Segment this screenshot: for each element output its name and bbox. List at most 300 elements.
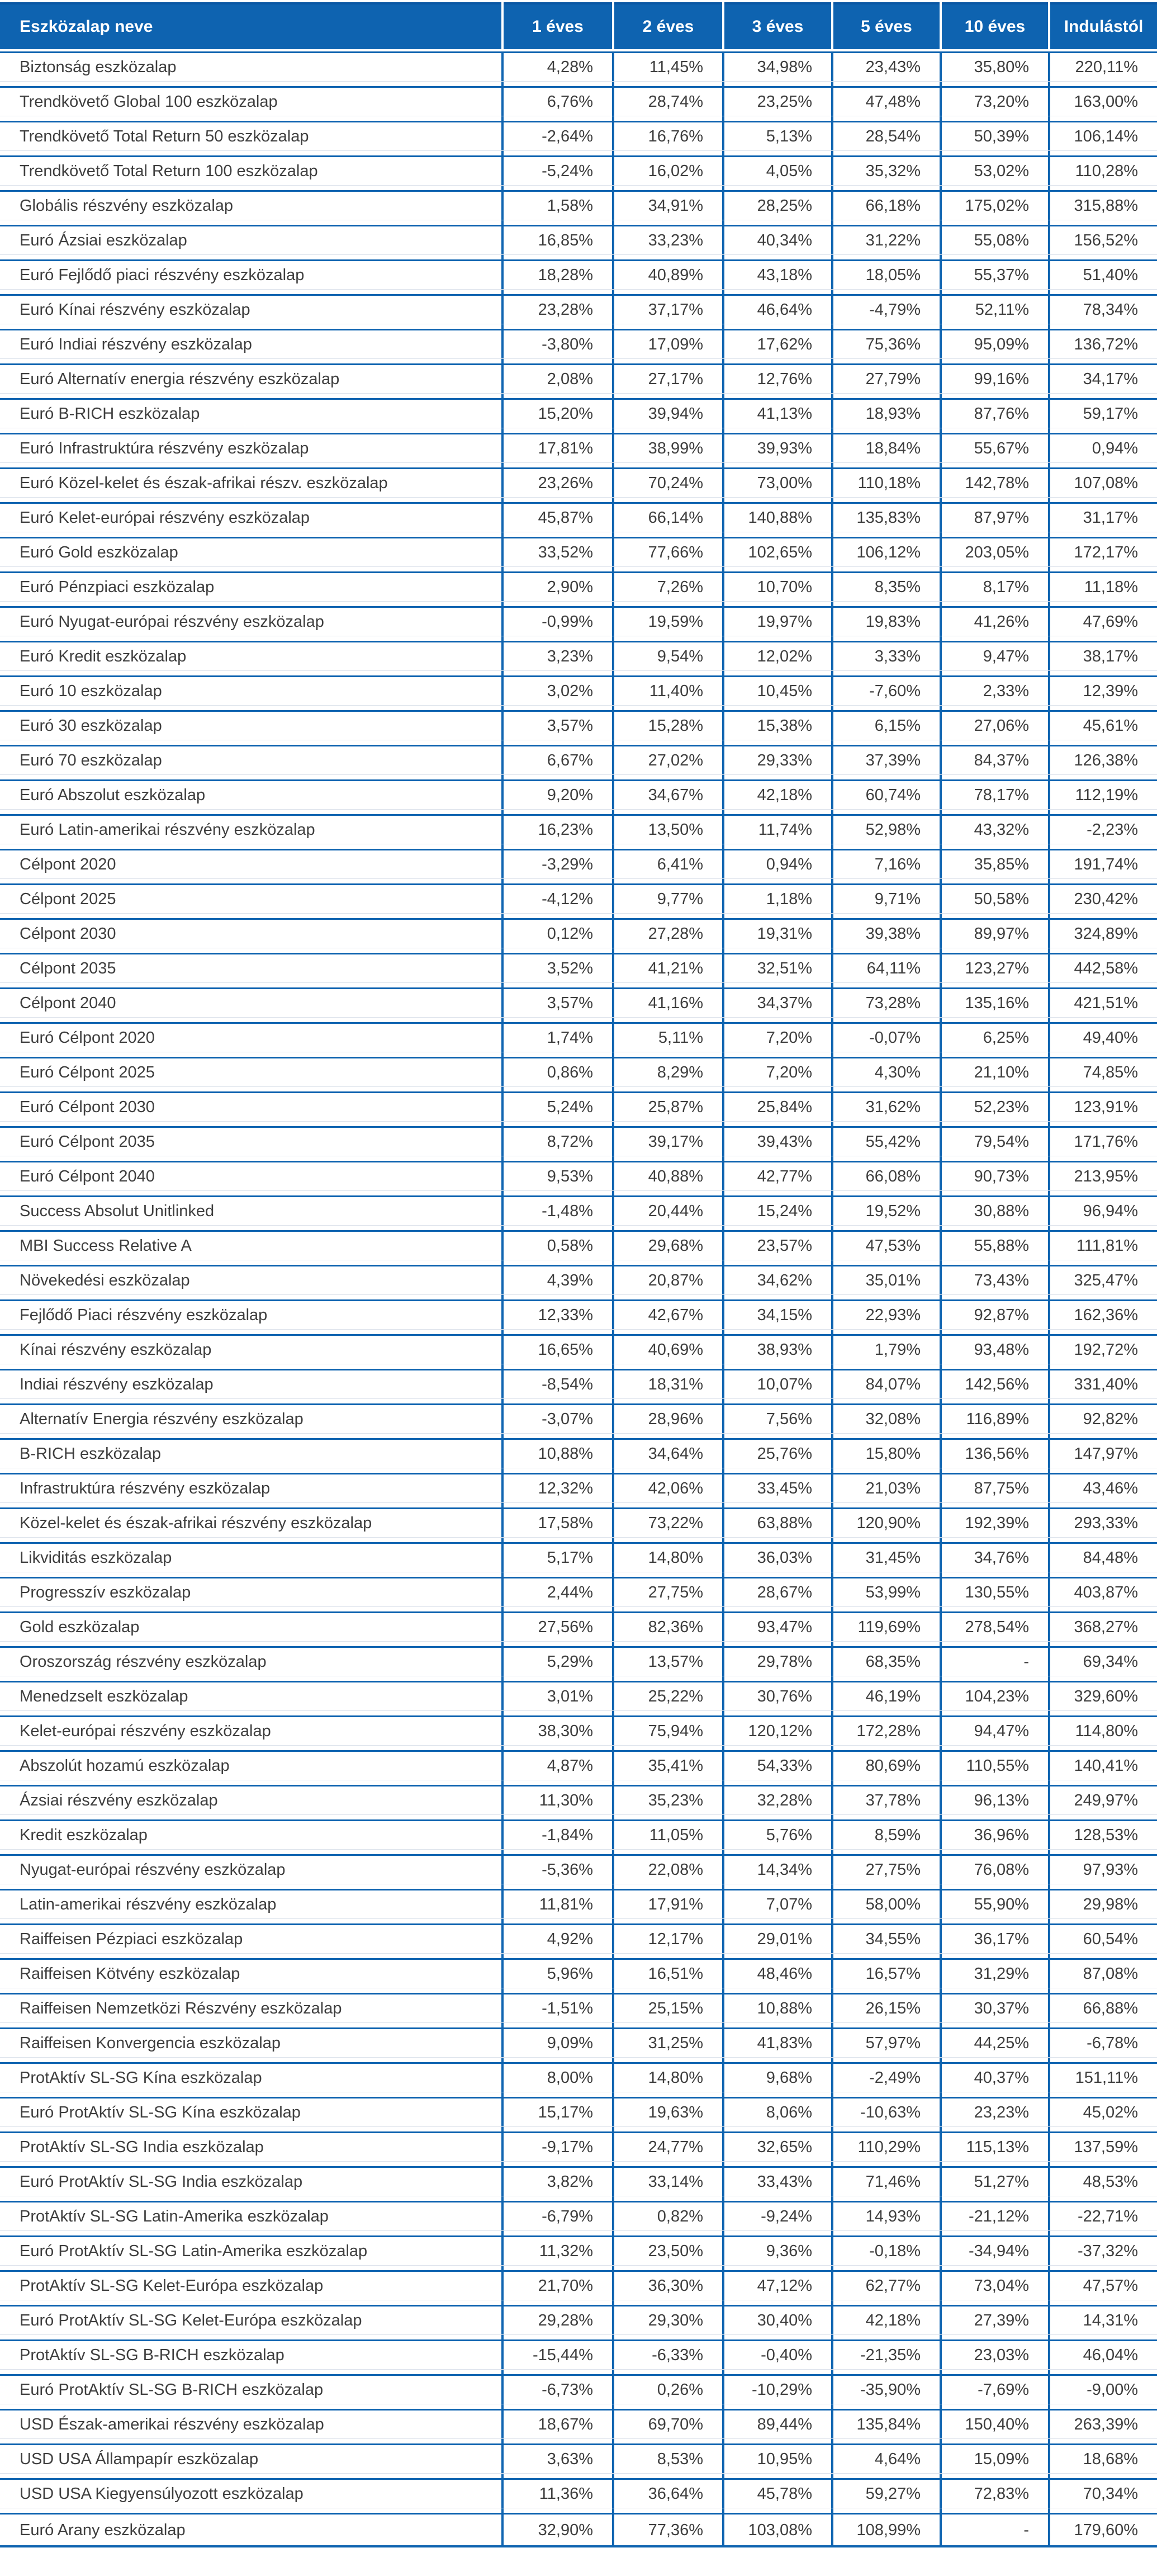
return-value-cell-1y: 4,92%	[547, 1930, 593, 1948]
return-value-cell-10y: 278,54%	[965, 1618, 1029, 1636]
return-value-cell-5y: 37,39%	[865, 751, 921, 769]
return-value-cell-2y: 77,36%	[648, 2521, 703, 2539]
table-row	[0, 2097, 1157, 2127]
return-value-cell-inception: 70,34%	[1083, 2485, 1138, 2503]
return-value-cell-1y: 4,87%	[547, 1757, 593, 1775]
return-value-cell-2y: 11,45%	[649, 58, 703, 76]
return-value-cell-3y: 7,56%	[766, 1410, 812, 1428]
return-value-cell-1y: 12,33%	[538, 1306, 593, 1324]
return-value-cell-inception: 51,40%	[1083, 266, 1138, 284]
return-value-cell-inception: 368,27%	[1074, 1618, 1138, 1636]
return-value-cell-3y: 25,76%	[757, 1445, 812, 1463]
return-value-cell-1y: 3,52%	[547, 959, 593, 977]
table-row	[0, 2374, 1157, 2404]
return-value-cell-3y: 33,45%	[757, 1480, 812, 1497]
return-value-cell-10y: 130,55%	[965, 1584, 1029, 1601]
return-value-cell-10y: 115,13%	[966, 2138, 1029, 2156]
return-value-cell-2y: 27,02%	[648, 751, 703, 769]
return-value-cell-3y: 33,43%	[757, 2173, 812, 2191]
return-value-cell-5y: -35,90%	[860, 2381, 921, 2399]
return-value-cell-1y: 2,08%	[547, 370, 593, 388]
return-value-cell-3y: 12,02%	[757, 647, 812, 665]
table-row	[0, 2235, 1157, 2266]
return-value-cell-10y: 79,54%	[974, 1133, 1029, 1151]
return-value-cell-inception: 140,41%	[1074, 1757, 1138, 1775]
return-value-cell-1y: 2,44%	[547, 1584, 593, 1601]
return-value-cell-10y: 15,09%	[974, 2450, 1029, 2468]
return-value-cell-3y: 0,94%	[766, 855, 812, 873]
return-value-cell-1y: 38,30%	[538, 1722, 593, 1740]
return-value-cell-2y: 22,08%	[648, 1861, 703, 1879]
return-value-cell-10y: 116,89%	[966, 1410, 1029, 1428]
return-value-cell-10y: 175,02%	[965, 197, 1029, 215]
return-value-cell-inception: 38,17%	[1083, 647, 1138, 665]
return-value-cell-3y: 29,78%	[757, 1653, 812, 1671]
return-value-cell-10y: 135,16%	[965, 994, 1029, 1012]
fund-name-cell: Euró Kínai részvény eszközalap	[20, 301, 250, 319]
table-row	[0, 953, 1157, 983]
fund-name-cell: Abszolút hozamú eszközalap	[20, 1757, 230, 1775]
return-value-cell-10y: 9,47%	[983, 647, 1029, 665]
table-row	[0, 1854, 1157, 1884]
table-row	[0, 1923, 1157, 1954]
return-value-cell-1y: 16,65%	[538, 1341, 593, 1359]
return-value-cell-inception: 87,08%	[1083, 1965, 1138, 1983]
return-value-cell-10y: 93,48%	[974, 1341, 1029, 1359]
return-value-cell-5y: 21,03%	[865, 1480, 921, 1497]
return-value-cell-2y: 41,21%	[648, 959, 703, 977]
return-value-cell-1y: 5,29%	[547, 1653, 593, 1671]
return-value-cell-10y: 35,80%	[974, 58, 1029, 76]
table-row	[0, 1473, 1157, 1503]
return-value-cell-10y: 78,17%	[974, 786, 1029, 804]
return-value-cell-2y: 34,64%	[648, 1445, 703, 1463]
return-value-cell-1y: 12,32%	[538, 1480, 593, 1497]
return-value-cell-1y: 9,09%	[547, 2034, 593, 2052]
fund-name-cell: Latin-amerikai részvény eszközalap	[20, 1896, 277, 1913]
return-value-cell-inception: 213,95%	[1074, 1168, 1138, 1185]
return-value-cell-5y: 6,15%	[874, 717, 921, 735]
return-value-cell-3y: 102,65%	[748, 543, 812, 561]
return-value-cell-inception: 249,97%	[1074, 1792, 1138, 1809]
fund-name-cell: Raiffeisen Pézpiaci eszközalap	[20, 1930, 243, 1948]
return-value-cell-3y: 38,93%	[757, 1341, 812, 1359]
fund-name-cell: Biztonság eszközalap	[20, 58, 177, 76]
return-value-cell-5y: 39,38%	[865, 925, 921, 943]
return-value-cell-5y: 16,57%	[865, 1965, 921, 1983]
return-value-cell-inception: 137,59%	[1074, 2138, 1138, 2156]
fund-name-cell: Euró Gold eszközalap	[20, 543, 178, 561]
header-cell-1y: 1 éves	[504, 2, 612, 49]
return-value-cell-2y: 13,57%	[648, 1653, 703, 1671]
fund-name-cell: Indiai részvény eszközalap	[20, 1376, 214, 1393]
return-value-cell-5y: 8,59%	[874, 1826, 921, 1844]
return-value-cell-5y: 68,35%	[865, 1653, 921, 1671]
return-value-cell-2y: 82,36%	[648, 1618, 703, 1636]
return-value-cell-2y: 36,30%	[648, 2277, 703, 2295]
return-value-cell-3y: 34,62%	[757, 1272, 812, 1289]
return-value-cell-5y: 31,62%	[865, 1098, 921, 1116]
return-value-cell-3y: 19,97%	[757, 613, 812, 631]
fund-name-cell: Kínai részvény eszközalap	[20, 1341, 212, 1359]
return-value-cell-3y: 23,57%	[757, 1237, 812, 1255]
fund-name-cell: Euró Célpont 2025	[20, 1064, 155, 1081]
return-value-cell-10y: 94,47%	[974, 1722, 1029, 1740]
return-value-cell-5y: 18,05%	[865, 266, 921, 284]
return-value-cell-5y: 110,18%	[857, 474, 921, 492]
return-value-cell-1y: -1,84%	[542, 1826, 593, 1844]
return-value-cell-3y: 63,88%	[757, 1514, 812, 1532]
return-value-cell-3y: 47,12%	[757, 2277, 812, 2295]
return-value-cell-2y: 18,31%	[648, 1376, 703, 1393]
return-value-cell-5y: 14,93%	[865, 2208, 921, 2225]
table-body	[0, 51, 1157, 2547]
fund-name-cell: Célpont 2040	[20, 994, 116, 1012]
return-value-cell-1y: 33,52%	[538, 543, 593, 561]
return-value-cell-2y: 40,89%	[648, 266, 703, 284]
return-value-cell-2y: 37,17%	[648, 301, 703, 319]
fund-name-cell: Fejlődő Piaci részvény eszközalap	[20, 1306, 268, 1324]
fund-name-cell: MBI Success Relative A	[20, 1237, 192, 1255]
return-value-cell-10y: 36,17%	[974, 1930, 1029, 1948]
return-value-cell-1y: 5,96%	[547, 1965, 593, 1983]
return-value-cell-inception: 31,17%	[1083, 509, 1138, 527]
table-row	[0, 502, 1157, 532]
header-cell-5y: 5 éves	[833, 2, 940, 49]
return-value-cell-10y: 44,25%	[974, 2034, 1029, 2052]
return-value-cell-2y: 36,64%	[648, 2485, 703, 2503]
return-value-cell-3y: -0,40%	[761, 2346, 812, 2364]
return-value-cell-3y: 5,13%	[766, 127, 812, 145]
return-value-cell-1y: 18,28%	[538, 266, 593, 284]
table-row	[0, 2166, 1157, 2196]
fund-name-cell: ProtAktív SL-SG Kína eszközalap	[20, 2069, 262, 2087]
return-value-cell-5y: 120,90%	[856, 1514, 921, 1532]
return-value-cell-3y: 39,93%	[757, 439, 812, 457]
fund-name-cell: Gold eszközalap	[20, 1618, 140, 1636]
return-value-cell-3y: 15,38%	[757, 717, 812, 735]
return-value-cell-inception: 49,40%	[1083, 1029, 1138, 1047]
table-row	[0, 1507, 1157, 1538]
return-value-cell-1y: 8,00%	[547, 2069, 593, 2087]
return-value-cell-inception: 126,38%	[1074, 751, 1138, 769]
return-value-cell-3y: 4,05%	[766, 162, 812, 180]
fund-name-cell: Infrastruktúra részvény eszközalap	[20, 1480, 271, 1497]
return-value-cell-10y: 95,09%	[974, 335, 1029, 353]
return-value-cell-inception: 46,04%	[1083, 2346, 1138, 2364]
return-value-cell-10y: 203,05%	[965, 543, 1029, 561]
fund-name-cell: Likviditás eszközalap	[20, 1549, 172, 1567]
return-value-cell-inception: 47,57%	[1083, 2277, 1138, 2295]
return-value-cell-5y: 47,48%	[865, 93, 921, 111]
return-value-cell-1y: 16,23%	[538, 821, 593, 839]
table-row	[0, 259, 1157, 290]
fund-name-cell: USD USA Állampapír eszközalap	[20, 2450, 259, 2468]
fund-name-cell: Euró ProtAktív SL-SG B-RICH eszközalap	[20, 2381, 324, 2399]
return-value-cell-inception: 315,88%	[1074, 197, 1138, 215]
return-value-cell-3y: 42,77%	[757, 1168, 812, 1185]
return-value-cell-3y: 23,25%	[757, 93, 812, 111]
fund-name-cell: Euró Abszolut eszközalap	[20, 786, 206, 804]
return-value-cell-1y: 3,02%	[547, 682, 593, 700]
return-value-cell-1y: 3,23%	[547, 647, 593, 665]
header-cell-3y: 3 éves	[724, 2, 831, 49]
return-value-cell-3y: 93,47%	[757, 1618, 812, 1636]
fund-name-cell: USD USA Kiegyensúlyozott eszközalap	[20, 2485, 304, 2503]
return-value-cell-1y: 3,63%	[547, 2450, 593, 2468]
return-value-cell-inception: 172,17%	[1074, 543, 1138, 561]
return-value-cell-10y: 43,32%	[974, 821, 1029, 839]
return-value-cell-3y: 1,18%	[766, 890, 812, 908]
table-row	[0, 1230, 1157, 1260]
return-value-cell-10y: 36,96%	[974, 1826, 1029, 1844]
return-value-cell-1y: 21,70%	[538, 2277, 593, 2295]
return-value-cell-5y: 62,77%	[865, 2277, 921, 2295]
fund-name-cell: Kelet-európai részvény eszközalap	[20, 1722, 271, 1740]
return-value-cell-2y: 24,77%	[648, 2138, 703, 2156]
return-value-cell-5y: -0,18%	[869, 2242, 921, 2260]
return-value-cell-1y: -5,36%	[542, 1861, 593, 1879]
fund-name-cell: Trendkövető Total Return 50 eszközalap	[20, 127, 309, 145]
return-value-cell-5y: -10,63%	[860, 2104, 921, 2121]
return-value-cell-inception: 66,88%	[1083, 2000, 1138, 2017]
return-value-cell-10y: 55,37%	[974, 266, 1029, 284]
table-row	[0, 363, 1157, 394]
return-value-cell-2y: 25,87%	[648, 1098, 703, 1116]
return-value-cell-10y: 84,37%	[974, 751, 1029, 769]
return-value-cell-3y: 32,28%	[757, 1792, 812, 1809]
return-value-cell-10y: -21,12%	[968, 2208, 1029, 2225]
return-value-cell-3y: 11,74%	[758, 821, 812, 839]
table-row	[0, 2270, 1157, 2300]
return-value-cell-1y: -3,80%	[542, 335, 593, 353]
return-value-cell-10y: 50,39%	[974, 127, 1029, 145]
return-value-cell-inception: 263,39%	[1074, 2416, 1138, 2433]
return-value-cell-3y: 28,67%	[757, 1584, 812, 1601]
return-value-cell-2y: 25,15%	[648, 2000, 703, 2017]
return-value-cell-2y: 77,66%	[648, 543, 703, 561]
return-value-cell-1y: 0,58%	[547, 1237, 593, 1255]
table-row	[0, 1958, 1157, 1988]
return-value-cell-inception: 12,39%	[1083, 682, 1138, 700]
fund-name-cell: Trendkövető Total Return 100 eszközalap	[20, 162, 318, 180]
table-row	[0, 2305, 1157, 2335]
table-row	[0, 2478, 1157, 2508]
return-value-cell-2y: 7,26%	[657, 578, 703, 596]
return-value-cell-2y: 39,94%	[648, 405, 703, 423]
return-value-cell-2y: 0,82%	[657, 2208, 703, 2225]
return-value-cell-3y: 120,12%	[748, 1722, 812, 1740]
return-value-cell-5y: 108,99%	[856, 2521, 921, 2539]
table-row	[0, 606, 1157, 636]
return-value-cell-3y: 10,88%	[757, 2000, 812, 2017]
return-value-cell-5y: 55,42%	[865, 1133, 921, 1151]
return-value-cell-5y: 18,93%	[865, 405, 921, 423]
return-value-cell-2y: -6,33%	[652, 2346, 703, 2364]
return-value-cell-5y: 4,64%	[874, 2450, 921, 2468]
fund-name-cell: Euró Célpont 2030	[20, 1098, 155, 1116]
return-value-cell-2y: 12,17%	[648, 1930, 703, 1948]
return-value-cell-inception: 107,08%	[1074, 474, 1138, 492]
return-value-cell-1y: -1,51%	[542, 2000, 593, 2017]
return-value-cell-5y: 66,18%	[865, 197, 921, 215]
return-value-cell-10y: -34,94%	[968, 2242, 1029, 2260]
return-value-cell-inception: 192,72%	[1074, 1341, 1138, 1359]
table-header-row	[0, 2, 1157, 49]
fund-name-cell: Euró 30 eszközalap	[20, 717, 162, 735]
table-row	[0, 1542, 1157, 1572]
return-value-cell-inception: 112,19%	[1075, 786, 1138, 804]
return-value-cell-5y: 64,11%	[866, 959, 921, 977]
return-value-cell-1y: 18,67%	[538, 2416, 593, 2433]
return-value-cell-3y: 10,95%	[757, 2450, 812, 2468]
return-value-cell-inception: 11,18%	[1084, 578, 1138, 596]
return-value-cell-3y: 10,70%	[757, 578, 812, 596]
return-value-cell-5y: 135,83%	[856, 509, 921, 527]
return-value-cell-2y: 41,16%	[648, 994, 703, 1012]
table-row	[0, 329, 1157, 359]
table-row	[0, 2513, 1157, 2545]
return-value-cell-10y: 21,10%	[974, 1064, 1029, 1081]
return-value-cell-inception: -22,71%	[1077, 2208, 1138, 2225]
return-value-cell-1y: -8,54%	[542, 1376, 593, 1393]
return-value-cell-1y: 17,58%	[538, 1514, 593, 1532]
return-value-cell-5y: 35,01%	[865, 1272, 921, 1289]
table-row	[0, 1819, 1157, 1850]
return-value-cell-3y: 30,76%	[757, 1688, 812, 1705]
return-value-cell-2y: 9,54%	[657, 647, 703, 665]
return-value-cell-5y: 4,30%	[874, 1064, 921, 1081]
return-value-cell-3y: 54,33%	[757, 1757, 812, 1775]
return-value-cell-1y: 9,53%	[547, 1168, 593, 1185]
return-value-cell-2y: 70,24%	[648, 474, 703, 492]
return-value-cell-inception: 293,33%	[1074, 1514, 1138, 1532]
return-value-cell-1y: 32,90%	[538, 2521, 593, 2539]
return-value-cell-5y: 18,84%	[865, 439, 921, 457]
header-cell-2y: 2 éves	[614, 2, 722, 49]
fund-name-cell: Euró Célpont 2040	[20, 1168, 155, 1185]
return-value-cell-3y: 140,88%	[748, 509, 812, 527]
return-value-cell-5y: 7,16%	[874, 855, 921, 873]
return-value-cell-inception: 0,94%	[1092, 439, 1138, 457]
table-row	[0, 918, 1157, 948]
return-value-cell-3y: -10,29%	[751, 2381, 812, 2399]
return-value-cell-5y: 172,28%	[856, 1722, 921, 1740]
return-value-cell-1y: 11,81%	[539, 1896, 593, 1913]
return-value-cell-2y: 0,26%	[657, 2381, 703, 2399]
return-value-cell-10y: 142,78%	[965, 474, 1029, 492]
return-value-cell-inception: 92,82%	[1083, 1410, 1138, 1428]
return-value-cell-1y: 15,17%	[538, 2104, 593, 2121]
table-row	[0, 2062, 1157, 2092]
table-row	[0, 1195, 1157, 1226]
table-row	[0, 86, 1157, 116]
fund-name-cell: Euró Indiai részvény eszközalap	[20, 335, 252, 353]
return-value-cell-10y: 72,83%	[974, 2485, 1029, 2503]
return-value-cell-inception: 74,85%	[1083, 1064, 1138, 1081]
return-value-cell-10y: 31,29%	[974, 1965, 1029, 1983]
return-value-cell-1y: 5,17%	[547, 1549, 593, 1567]
return-value-cell-inception: 45,61%	[1083, 717, 1138, 735]
return-value-cell-inception: 421,51%	[1074, 994, 1138, 1012]
return-value-cell-inception: 331,40%	[1074, 1376, 1138, 1393]
table-row	[0, 51, 1157, 82]
fund-name-cell: Euró 10 eszközalap	[20, 682, 162, 700]
fund-name-cell: Euró Kelet-európai részvény eszközalap	[20, 509, 310, 527]
fund-name-cell: Euró Közel-kelet és észak-afrikai részv. eszközalap	[20, 474, 388, 492]
table-row	[0, 1577, 1157, 1607]
return-value-cell-1y: 11,32%	[539, 2242, 593, 2260]
return-value-cell-5y: 59,27%	[865, 2485, 921, 2503]
return-value-cell-1y: 0,12%	[547, 925, 593, 943]
return-value-cell-1y: 9,20%	[547, 786, 593, 804]
return-value-cell-inception: 34,17%	[1083, 370, 1138, 388]
table-row	[0, 1022, 1157, 1052]
fund-name-cell: Euró Arany eszközalap	[20, 2521, 186, 2539]
return-value-cell-10y: 87,75%	[974, 1480, 1029, 1497]
return-value-cell-2y: 15,28%	[648, 717, 703, 735]
table-row	[0, 1334, 1157, 1364]
return-value-cell-inception: 156,52%	[1074, 231, 1138, 249]
fund-name-cell: Kredit eszközalap	[20, 1826, 148, 1844]
return-value-cell-3y: 41,13%	[757, 405, 812, 423]
return-value-cell-1y: 11,30%	[539, 1792, 593, 1809]
return-value-cell-inception: 111,81%	[1076, 1237, 1138, 1255]
return-value-cell-3y: 29,01%	[757, 1930, 812, 1948]
return-value-cell-10y: 110,55%	[966, 1757, 1029, 1775]
fund-name-cell: Euró Célpont 2035	[20, 1133, 155, 1151]
header-cell-inception: Indulástól	[1050, 2, 1157, 49]
fund-performance-table	[0, 2, 1157, 2547]
return-value-cell-5y: -2,49%	[869, 2069, 921, 2087]
return-value-cell-3y: 19,31%	[757, 925, 812, 943]
table-row	[0, 571, 1157, 602]
return-value-cell-1y: -5,24%	[542, 162, 593, 180]
return-value-cell-1y: 2,90%	[547, 578, 593, 596]
return-value-cell-5y: 3,33%	[874, 647, 921, 665]
table-row	[0, 1889, 1157, 1919]
table-row	[0, 1126, 1157, 1156]
return-value-cell-10y: 23,03%	[974, 2346, 1029, 2364]
return-value-cell-2y: 19,59%	[648, 613, 703, 631]
return-value-cell-1y: 23,28%	[538, 301, 593, 319]
return-value-cell-3y: 48,46%	[757, 1965, 812, 1983]
return-value-cell-10y: -	[1023, 1653, 1029, 1671]
return-value-cell-inception: 110,28%	[1075, 162, 1138, 180]
return-value-cell-10y: 55,67%	[974, 439, 1029, 457]
return-value-cell-1y: 6,76%	[547, 93, 593, 111]
table-row	[0, 155, 1157, 186]
return-value-cell-inception: 324,89%	[1074, 925, 1138, 943]
table-row	[0, 1265, 1157, 1295]
return-value-cell-10y: 150,40%	[965, 2416, 1029, 2433]
return-value-cell-5y: 31,22%	[865, 231, 921, 249]
fund-name-cell: ProtAktív SL-SG Kelet-Európa eszközalap	[20, 2277, 324, 2295]
return-value-cell-3y: 12,76%	[757, 370, 812, 388]
return-value-cell-2y: 20,44%	[648, 1202, 703, 1220]
return-value-cell-2y: 28,96%	[648, 1410, 703, 1428]
return-value-cell-5y: 106,12%	[856, 543, 921, 561]
table-row	[0, 1611, 1157, 1642]
return-value-cell-5y: -4,79%	[869, 301, 921, 319]
return-value-cell-2y: 28,74%	[648, 93, 703, 111]
return-value-cell-3y: 36,03%	[757, 1549, 812, 1567]
return-value-cell-10y: 73,43%	[974, 1272, 1029, 1289]
return-value-cell-5y: 35,32%	[865, 162, 921, 180]
table-row	[0, 294, 1157, 324]
return-value-cell-inception: 45,02%	[1083, 2104, 1138, 2121]
return-value-cell-1y: -6,79%	[542, 2208, 593, 2225]
